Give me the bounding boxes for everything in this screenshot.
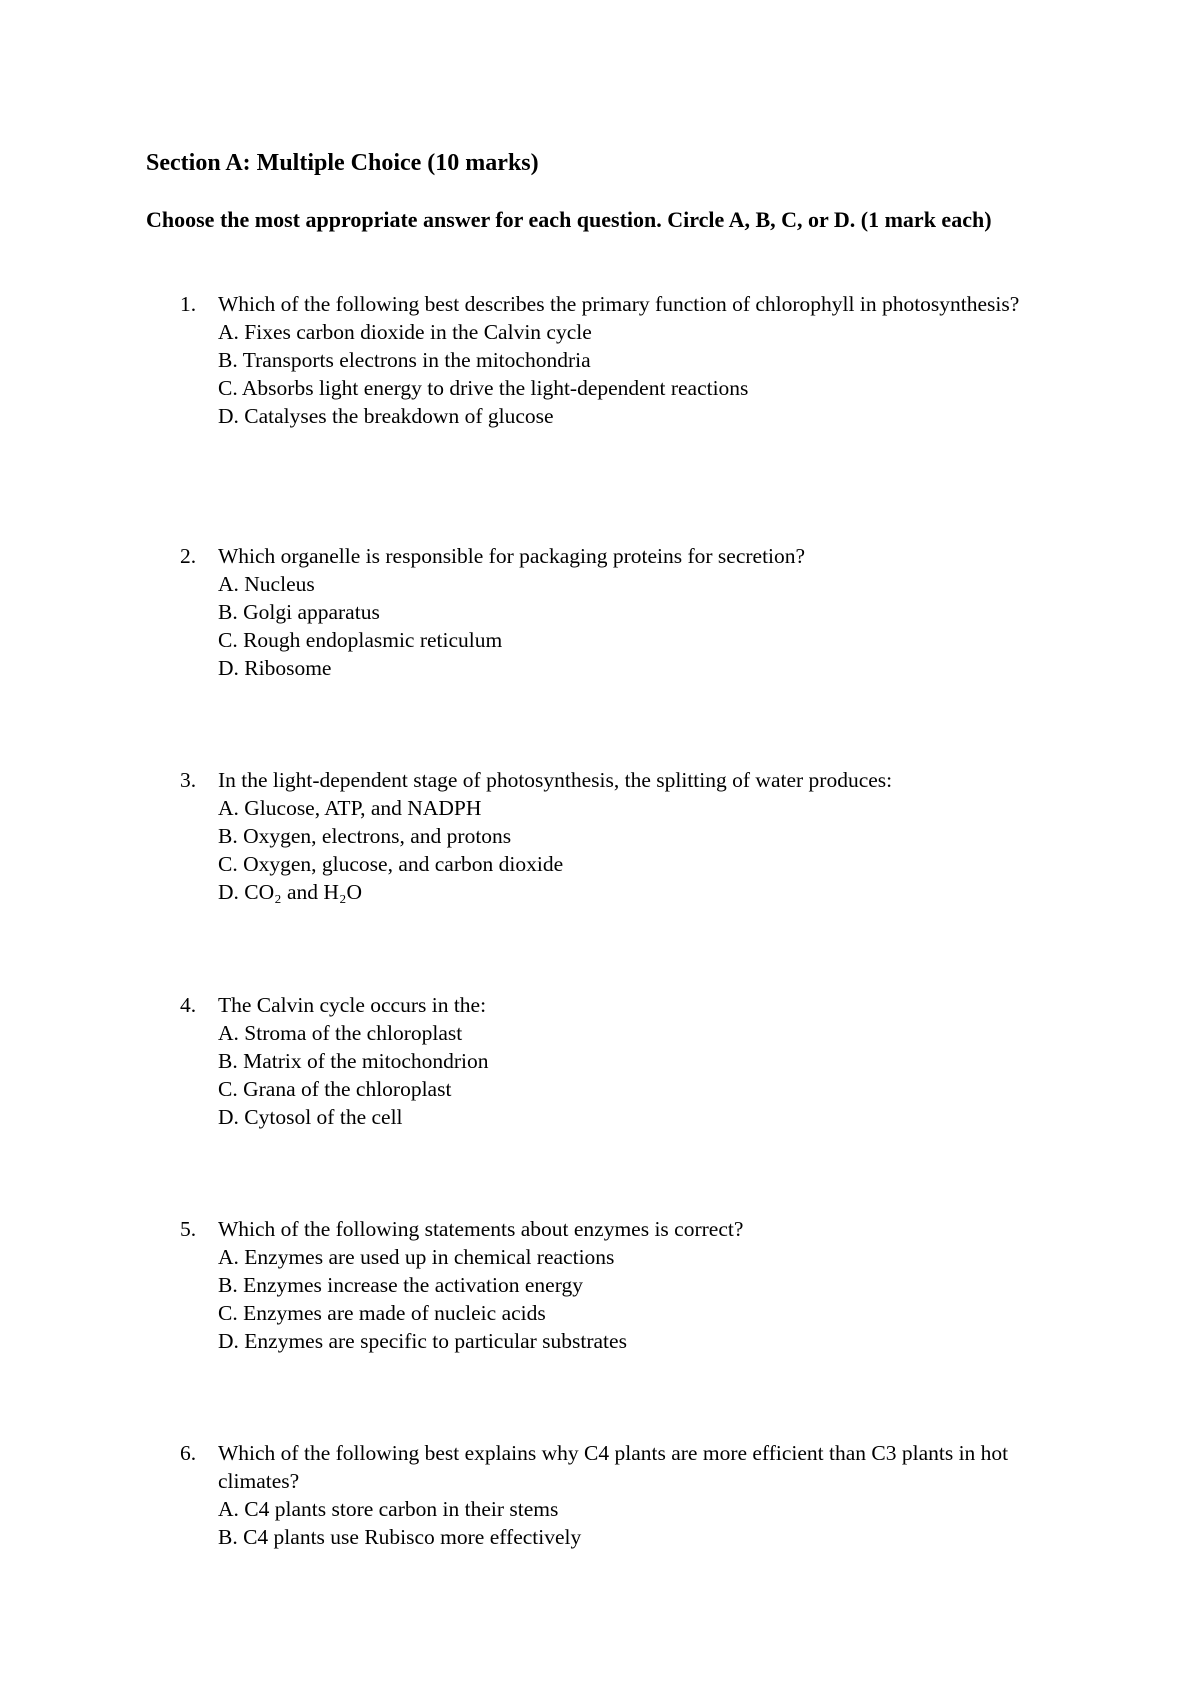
option-c: C. Absorbs light energy to drive the light-dependent reactions <box>218 376 749 400</box>
question-stem: Which organelle is responsible for packaging proteins for secretion? <box>218 544 806 568</box>
question-stem: Which of the following best describes the primary function of chlorophyll in photosynthesis? <box>218 292 1020 316</box>
option-b: B. Golgi apparatus <box>218 600 380 624</box>
option-d: D. Cytosol of the cell <box>218 1105 403 1129</box>
question-number: 3. <box>180 768 197 792</box>
question-body <box>218 290 1068 430</box>
question-number: 1. <box>180 292 197 316</box>
option-b: B. Enzymes increase the activation energy <box>218 1273 583 1297</box>
question-body <box>218 1439 1068 1551</box>
section-instructions: Choose the most appropriate answer for each question. Circle A, B, C, or D. (1 mark each) <box>146 207 992 232</box>
option-c: C. Oxygen, glucose, and carbon dioxide <box>218 852 564 876</box>
option-a: A. Fixes carbon dioxide in the Calvin cycle <box>218 320 592 344</box>
option-b: B. Matrix of the mitochondrion <box>218 1049 489 1073</box>
question-body <box>218 1215 1068 1355</box>
option-a: A. C4 plants store carbon in their stems <box>218 1497 559 1521</box>
option-b: B. Oxygen, electrons, and protons <box>218 824 512 848</box>
question-stem: Which of the following statements about enzymes is correct? <box>218 1217 744 1241</box>
option-a: A. Stroma of the chloroplast <box>218 1021 463 1045</box>
section-title: Section A: Multiple Choice (10 marks) <box>146 150 539 176</box>
question-stem: In the light-dependent stage of photosynthesis, the splitting of water produces: <box>218 768 893 792</box>
question-number: 4. <box>180 993 197 1017</box>
option-a: A. Nucleus <box>218 572 315 596</box>
option-c: C. Enzymes are made of nucleic acids <box>218 1301 546 1325</box>
question-body <box>218 766 1068 906</box>
option-a: A. Glucose, ATP, and NADPH <box>218 796 482 820</box>
question-number: 6. <box>180 1441 197 1465</box>
option-b: B. Transports electrons in the mitochondria <box>218 348 591 372</box>
option-c: C. Grana of the chloroplast <box>218 1077 452 1101</box>
question-number: 2. <box>180 544 197 568</box>
option-a: A. Enzymes are used up in chemical reactions <box>218 1245 615 1269</box>
question-stem: Which of the following best explains why C4 plants are more efficient than C3 plants in hot climates? <box>218 1441 1009 1493</box>
option-c: C. Rough endoplasmic reticulum <box>218 628 503 652</box>
option-d: D. Ribosome <box>218 656 332 680</box>
option-d: D. CO₂ and H₂O <box>218 880 362 904</box>
question-stem: The Calvin cycle occurs in the: <box>218 993 487 1017</box>
option-d: D. Catalyses the breakdown of glucose <box>218 404 554 428</box>
question-body <box>218 542 1068 682</box>
question-body <box>218 991 1068 1131</box>
question-number: 5. <box>180 1217 197 1241</box>
option-b: B. C4 plants use Rubisco more effectively <box>218 1525 582 1549</box>
option-d: D. Enzymes are specific to particular substrates <box>218 1329 627 1353</box>
